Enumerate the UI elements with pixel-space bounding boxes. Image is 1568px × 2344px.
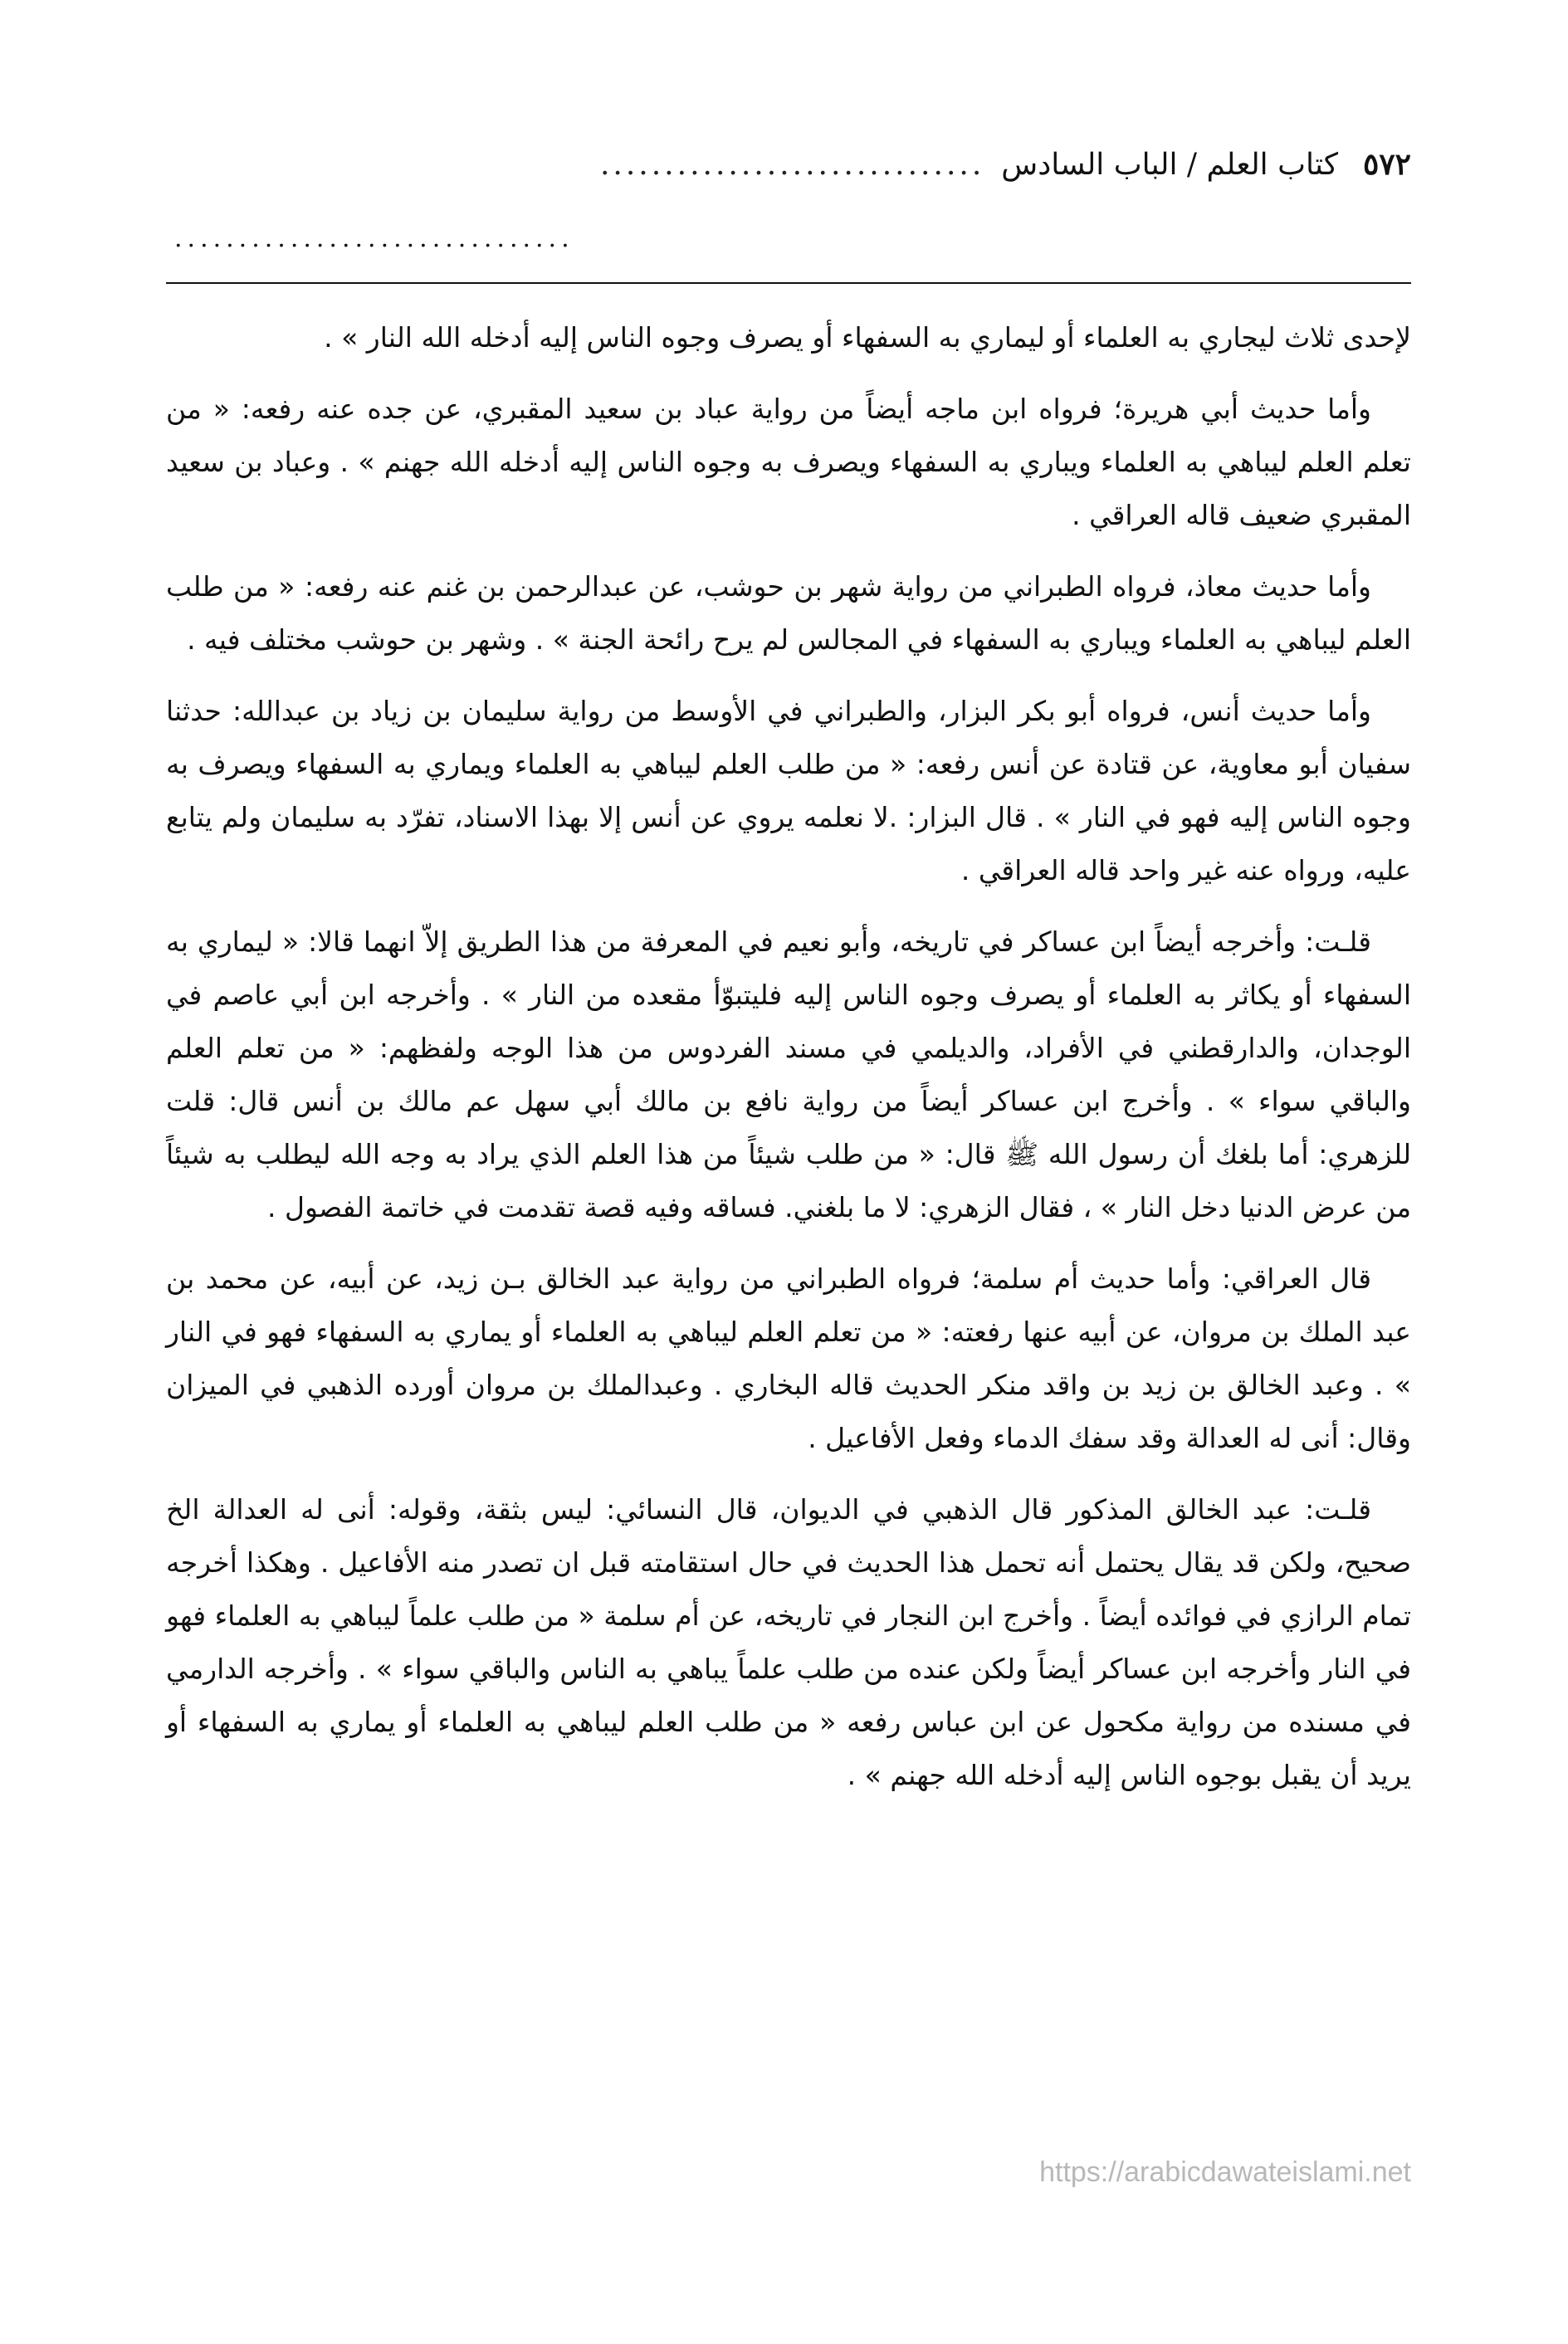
page-number: ٥٧٢: [1362, 147, 1411, 182]
dotted-line: ...............................: [174, 224, 574, 253]
main-text: [166, 311, 1411, 1820]
paragraph: قلـت: وأخرجه أيضاً ابن عساكر في تاريخه، وأبو نعيم في المعرفة من هذا الطريق إلاّ انهما قالا: « ليماري به السفهاء أو يكاثر به العلماء أو يصرف وجوه الناس إليه فليتبوّأ مقعده من النار » . وأخرجه ابن أبي عاصم في الوجدان، والدارقطني في الأفراد، والديلمي في مسند الفردوس من هذا الوجه ولفظهم: « من تعلم العلم والباقي سواء » . وأخرج ابن عساكر أيضاً من رواية نافع بن مالك أبي سهل عم مالك بن أنس قال: قلت للزهري: أما بلغك أن رسول الله ﷺ قال: « من طلب شيئاً من هذا العلم الذي يراد به وجه الله ليطلب به شيئاً من عرض الدنيا دخل النار » ، فقال الزهري: لا ما بلغني. فساقه وفيه قصة تقدمت في خاتمة الفصول .: [166, 925, 1411, 1223]
header-dot-leader: ..............................: [599, 147, 985, 182]
watermark-url: https://arabicdawateislami.net: [1039, 2156, 1411, 2188]
page-header: [166, 139, 1411, 189]
paragraph: وأما حديث أنس، فرواه أبو بكر البزار، والطبراني في الأوسط من رواية سليمان بن زياد بن عبدالله: حدثنا سفيان أبو معاوية، عن قتادة عن أنس رفعه: « من طلب العلم ليباهي به العلماء ويماري به السفهاء ويصرف به وجوه الناس إليه فهو في النار » . قال البزار: .لا نعلمه يروي عن أنس إلا بهذا الاسناد، تفرّد به سليمان ولم يتابع عليه، ورواه عنه غير واحد قاله العراقي .: [166, 695, 1411, 886]
paragraph: وأما حديث أبي هريرة؛ فرواه ابن ماجه أيضاً من رواية عباد بن سعيد المقبري، عن جده عنه رفعه: « من تعلم العلم ليباهي به العلماء ويباري به السفهاء ويصرف به وجوه الناس إليه أدخله الله جهنم » . وعباد بن سعيد المقبري ضعيف قاله العراقي .: [166, 393, 1411, 531]
paragraph: وأما حديث معاذ، فرواه الطبراني من رواية شهر بن حوشب، عن عبدالرحمن بن غنم عنه رفعه: « من طلب العلم ليباهي به العلماء ويباري به السفهاء في المجالس لم يرح رائحة الجنة » . وشهر بن حوشب مختلف فيه .: [166, 570, 1411, 656]
paragraph: قال العراقي: وأما حديث أم سلمة؛ فرواه الطبراني من رواية عبد الخالق بـن زيد، عن أبيه، عن محمد بن عبد الملك بن مروان، عن أبيه عنها رفعته: « من تعلم العلم ليباهي به العلماء أو يماري به السفهاء فهو في النار » . وعبد الخالق بن زيد بن واقد منكر الحديث قاله البخاري . وعبدالملك بن مروان أورده الذهبي في الميزان وقال: أنى له العدالة وقد سفك الدماء وفعل الأفاعيل .: [166, 1262, 1411, 1454]
paragraph: لإحدى ثلاث ليجاري به العلماء أو ليماري به السفهاء أو يصرف وجوه الناس إليه أدخله الله النار » .: [324, 321, 1411, 354]
paragraph: قلـت: عبد الخالق المذكور قال الذهبي في الديوان، قال النسائي: ليس بثقة، وقوله: أنى له العدالة الخ صحيح، ولكن قد يقال يحتمل أنه تحمل هذا الحديث في حال استقامته قبل ان تصدر منه الأفاعيل . وهكذا أخرجه تمام الرازي في فوائده أيضاً . وأخرج ابن النجار في تاريخه، عن أم سلمة « من طلب علماً ليباهي به العلماء فهو في النار وأخرجه ابن عساكر أيضاً ولكن عنده من طلب علماً يباهي به الناس والباقي سواء » . وأخرجه الدارمي في مسنده من رواية مكحول عن ابن عباس رفعه « من طلب العلم ليباهي به العلماء أو يماري به السفهاء أو يريد أن يقبل بوجوه الناس إليه أدخله الله جهنم » .: [166, 1493, 1411, 1791]
running-title: كتاب العلم / الباب السادس: [1001, 147, 1338, 182]
header-rule: [166, 282, 1411, 284]
